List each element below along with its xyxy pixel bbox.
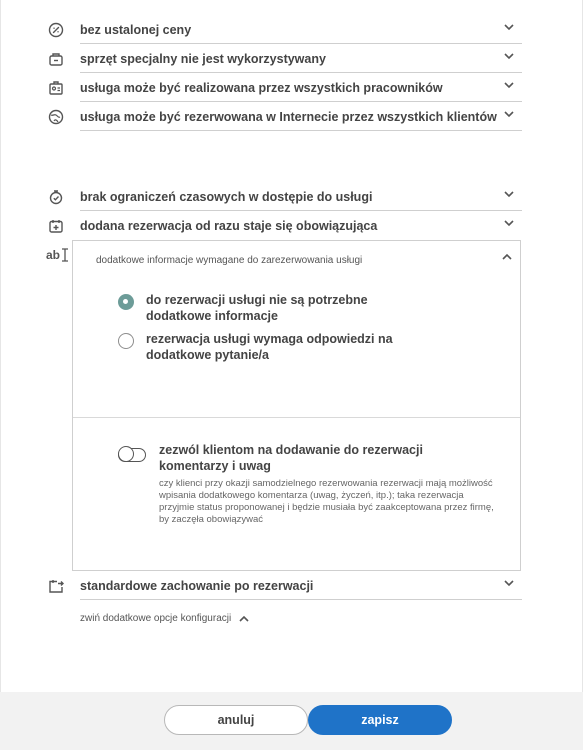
option-label: standardowe zachowanie po rezerwacji	[80, 579, 314, 593]
equipment-icon	[44, 47, 68, 71]
chevron-down-icon[interactable]	[502, 576, 516, 590]
option-row-staff[interactable]	[44, 74, 522, 102]
option-label: bez ustalonej ceny	[80, 23, 192, 37]
panel-title: dodatkowe informacje wymagane do zarezerwowania usługi	[96, 255, 363, 266]
radio-label: rezerwacja usługi wymaga odpowiedzi na dodatkowe pytanie/a	[146, 332, 393, 362]
chevron-down-icon[interactable]	[502, 187, 516, 201]
toggle-label: zezwól klientom na dodawanie do rezerwacji komentarzy i uwag	[159, 443, 423, 473]
save-button[interactable]: zapisz	[308, 705, 452, 735]
text-field-icon-label: ab	[46, 248, 61, 262]
chevron-down-icon[interactable]	[502, 20, 516, 34]
chevron-down-icon[interactable]	[502, 216, 516, 230]
option-row-time[interactable]	[44, 183, 522, 211]
price-tag-icon	[44, 18, 68, 42]
option-row-equipment[interactable]	[44, 45, 522, 73]
divider	[80, 210, 522, 211]
option-row-after-reservation[interactable]	[44, 572, 522, 600]
toggle-description: czy klienci przy okazji samodzielnego rezerwowania rezerwacji mają możliwość wpisania dodatkowego komentarza (uwag, życzeń, itp.); taka rezerwacja przyjmie status proponowanej i będzie musiała być zaakceptowana przez firmę, by zaczęła obowiązywać	[159, 478, 494, 525]
stopwatch-icon	[44, 185, 68, 209]
chevron-up-icon[interactable]	[502, 247, 512, 265]
radio-option-no-info[interactable]	[118, 292, 416, 324]
radio-button[interactable]	[118, 333, 134, 349]
chevron-up-icon	[239, 615, 249, 622]
staff-badge-icon	[44, 76, 68, 100]
radio-label: do rezerwacji usługi nie są potrzebne dodatkowe informacje	[146, 293, 368, 323]
dialog-footer	[0, 692, 583, 750]
globe-icon	[44, 105, 68, 129]
radio-option-extra-question[interactable]	[118, 331, 416, 363]
collapse-options-link[interactable]	[80, 613, 249, 624]
option-row-confirmation[interactable]	[44, 212, 522, 240]
toggle-knob	[118, 446, 134, 462]
additional-info-panel	[72, 240, 521, 571]
panel-divider	[73, 417, 520, 418]
chevron-down-icon[interactable]	[502, 78, 516, 92]
calendar-plus-icon	[44, 214, 68, 238]
chevron-down-icon[interactable]	[502, 49, 516, 63]
divider	[80, 130, 522, 131]
divider	[80, 101, 522, 102]
option-label: usługa może być realizowana przez wszystkich pracowników	[80, 81, 443, 95]
text-field-icon	[46, 248, 69, 262]
option-row-price[interactable]	[44, 16, 522, 44]
divider	[80, 72, 522, 73]
collapse-link-label: zwiń dodatkowe opcje konfiguracji	[80, 613, 232, 624]
comments-toggle[interactable]	[118, 448, 146, 462]
option-label: brak ograniczeń czasowych w dostępie do usługi	[80, 190, 373, 204]
option-row-online[interactable]	[44, 103, 522, 131]
divider	[80, 599, 522, 600]
cancel-button[interactable]: anuluj	[164, 705, 308, 735]
window-edge-left	[0, 0, 1, 750]
option-label: usługa może być rezerwowana w Internecie przez wszystkich klientów	[80, 110, 497, 124]
radio-button[interactable]	[118, 294, 134, 310]
option-label: dodana rezerwacja od razu staje się obowiązująca	[80, 219, 378, 233]
divider	[80, 43, 522, 44]
option-label: sprzęt specjalny nie jest wykorzystywany	[80, 52, 326, 66]
calendar-arrow-icon	[44, 574, 68, 598]
chevron-down-icon[interactable]	[502, 107, 516, 121]
